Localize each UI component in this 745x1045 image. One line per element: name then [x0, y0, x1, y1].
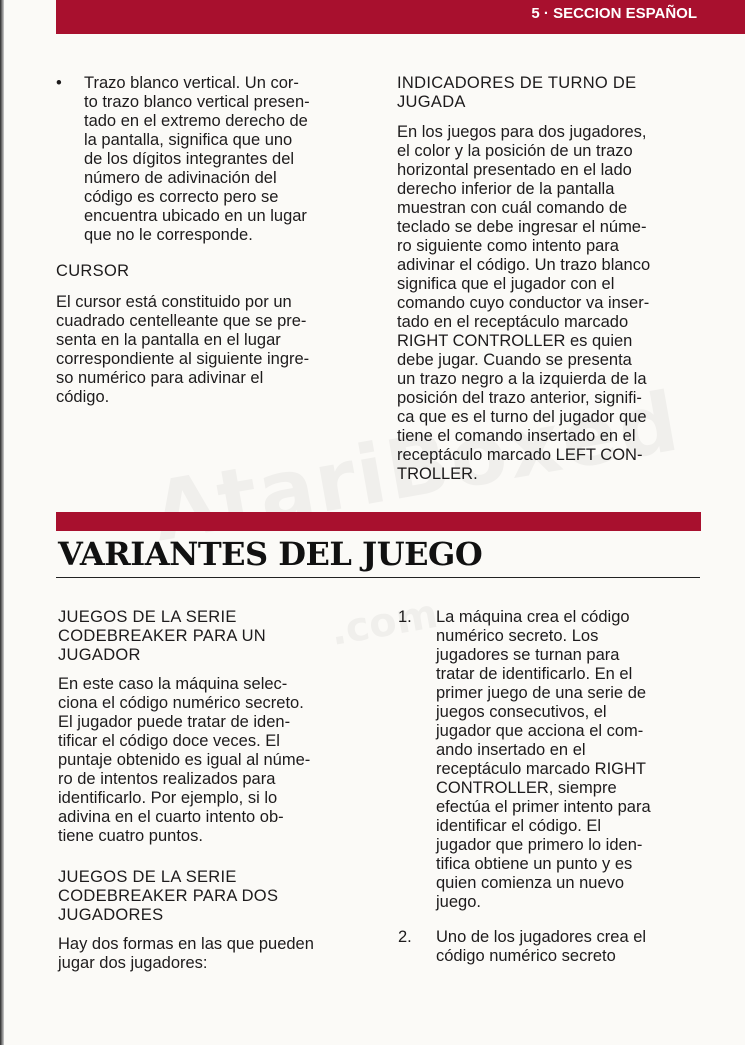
numbered-item: [398, 928, 698, 966]
body-line: muestran con cuál comando de: [397, 199, 628, 217]
body-line: jugador que primero lo iden-: [436, 836, 643, 854]
body-line: significa que el jugador con el: [397, 275, 615, 293]
body-line: tiene cuatro puntos.: [58, 827, 203, 845]
bullet-item: [56, 74, 356, 245]
body-line: primer juego de una serie de: [436, 684, 647, 702]
title-underline: [56, 577, 700, 578]
heading-line: JUEGOS DE LA SERIE: [58, 868, 237, 886]
body-line: Hay dos formas en las que pueden: [58, 935, 314, 953]
heading-line: INDICADORES DE TURNO DE: [397, 74, 637, 92]
body-line: que no le corresponde.: [84, 226, 253, 244]
body-line: jugadores se turnan para: [436, 646, 620, 664]
body-line: jugador que acciona el com-: [436, 722, 644, 740]
body-line: tifica obtiene un punto y es: [436, 855, 633, 873]
body-line: debe jugar. Cuando se presenta: [397, 351, 632, 369]
section-divider-bar: [56, 512, 701, 531]
body-line: numérico secreto. Los: [436, 627, 599, 645]
section-label: 5 · SECCION ESPAÑOL: [531, 5, 697, 22]
body-line: tiene el comando insertado en el: [397, 427, 636, 445]
body-line: posición del trazo anterior, signifi-: [397, 389, 642, 407]
bullet-marker: •: [56, 74, 62, 92]
body-line: tado en el receptáculo marcado: [397, 313, 629, 331]
body-line: correspondiente al siguiente ingre-: [56, 350, 310, 368]
heading-line: JUGADORES: [58, 906, 164, 924]
heading-line: CODEBREAKER PARA UN: [58, 627, 267, 645]
body-line: código numérico secreto: [436, 947, 616, 965]
body-line: efectúa el primer intento para: [436, 798, 651, 816]
right-top-column: [397, 74, 697, 484]
body-line: receptáculo marcado RIGHT: [436, 760, 646, 778]
turn-indicators-heading: [397, 74, 697, 112]
body-line: identificarlo. Por ejemplo, si lo: [58, 789, 278, 807]
body-line: adivina en el cuarto intento ob-: [58, 808, 284, 826]
heading-line: JUEGOS DE LA SERIE: [58, 608, 237, 626]
item-number: 2.: [398, 928, 412, 946]
heading-line: JUGADA: [397, 93, 466, 111]
body-line: TROLLER.: [397, 465, 478, 483]
body-line: La máquina crea el código: [436, 608, 630, 626]
two-player-paragraph: [58, 935, 358, 973]
body-line: la pantalla, significa que uno: [84, 131, 293, 149]
body-line: CONTROLLER, siempre: [436, 779, 617, 797]
body-line: to trazo blanco vertical presen-: [84, 93, 310, 111]
heading-line: CODEBREAKER PARA DOS: [58, 887, 279, 905]
body-line: de los dígitos integrantes del: [84, 150, 295, 168]
body-line: so numérico para adivinar el: [56, 369, 264, 387]
body-line: juegos consecutivos, el: [436, 703, 607, 721]
body-line: tratar de identificarlo. En el: [436, 665, 633, 683]
body-line: ro siguiente como intento para: [397, 237, 619, 255]
turn-indicators-paragraph: [397, 123, 697, 484]
page-spine-edge: [0, 0, 4, 1045]
body-line: ro de intentos realizados para: [58, 770, 276, 788]
right-bottom-column: [398, 608, 698, 966]
body-line: tificar el código doce veces. El: [58, 732, 280, 750]
body-line: ando insertado en el: [436, 741, 586, 759]
body-line: quien comienza un nuevo: [436, 874, 625, 892]
body-line: comando cuyo conductor va inser-: [397, 294, 650, 312]
cursor-paragraph: [56, 293, 356, 407]
body-line: Uno de los jugadores crea el: [436, 928, 647, 946]
body-line: encuentra ubicado en un lugar: [84, 207, 307, 225]
left-bottom-column: [58, 608, 358, 973]
body-line: El cursor está constituido por un: [56, 293, 292, 311]
one-player-paragraph: [58, 675, 358, 846]
two-player-heading: [58, 868, 358, 925]
body-line: el color y la posición de un trazo: [397, 142, 633, 160]
body-line: derecho inferior de la pantalla: [397, 180, 615, 198]
body-line: adivinar el código. Un trazo blanco: [397, 256, 651, 274]
numbered-item: [398, 608, 698, 912]
heading-line: JUGADOR: [58, 646, 141, 664]
body-line: cuadrado centelleante que se pre-: [56, 312, 307, 330]
body-line: teclado se debe ingresar el núme-: [397, 218, 647, 236]
header-bar: [56, 0, 745, 34]
body-line: En los juegos para dos jugadores,: [397, 123, 647, 141]
body-line: horizontal presentado en el lado: [397, 161, 632, 179]
section-title: VARIANTES DEL JUEGO: [58, 535, 483, 573]
one-player-heading: [58, 608, 358, 665]
body-line: puntaje obtenido es igual al núme-: [58, 751, 311, 769]
body-line: RIGHT CONTROLLER es quien: [397, 332, 633, 350]
body-line: código.: [56, 388, 110, 406]
body-line: El jugador puede tratar de iden-: [58, 713, 291, 731]
body-line: Trazo blanco vertical. Un cor-: [84, 74, 299, 92]
body-line: número de adivinación del: [84, 169, 277, 187]
body-line: senta en la pantalla en el lugar: [56, 331, 281, 349]
body-line: En este caso la máquina selec-: [58, 675, 288, 693]
left-top-column: [56, 74, 356, 407]
body-line: jugar dos jugadores:: [58, 954, 208, 972]
body-line: identificar el código. El: [436, 817, 602, 835]
body-line: ciona el código numérico secreto.: [58, 694, 304, 712]
body-line: juego.: [436, 893, 481, 911]
body-line: tado en el extremo derecho de: [84, 112, 308, 130]
body-line: receptáculo marcado LEFT CON-: [397, 446, 643, 464]
body-line: un trazo negro a la izquierda de la: [397, 370, 647, 388]
cursor-heading: CURSOR: [56, 262, 130, 280]
body-line: código es correcto pero se: [84, 188, 279, 206]
item-number: 1.: [398, 608, 412, 626]
body-line: ca que es el turno del jugador que: [397, 408, 647, 426]
